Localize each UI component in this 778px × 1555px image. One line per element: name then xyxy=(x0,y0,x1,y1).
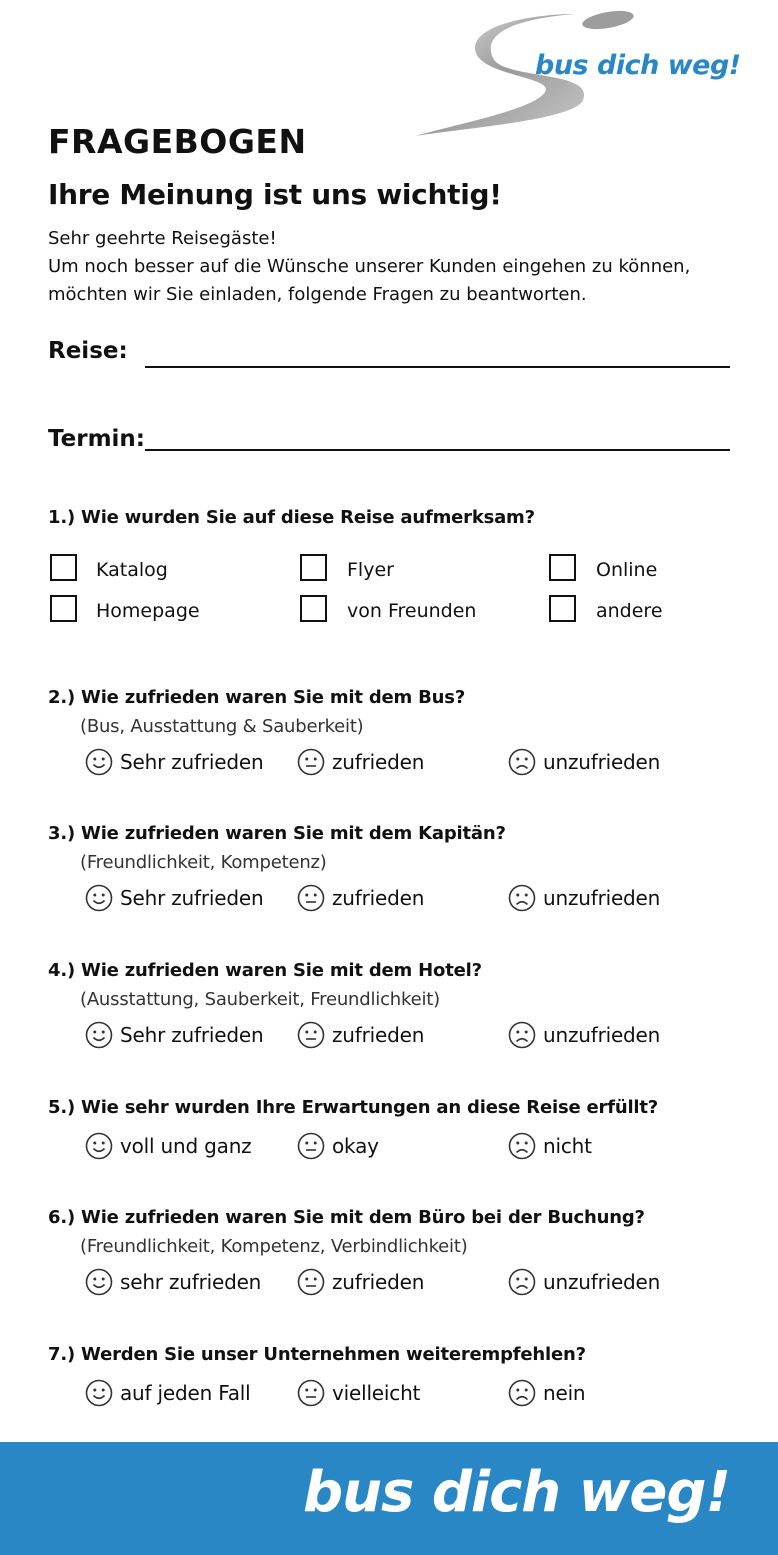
smiley-sad-icon xyxy=(507,883,537,913)
q7-option-negative[interactable] xyxy=(507,1378,585,1408)
option-label: nein xyxy=(543,1381,586,1405)
question-6-hint: (Freundlichkeit, Kompetenz, Verbindlichkeit) xyxy=(80,1236,468,1257)
smiley-neutral-icon xyxy=(296,883,326,913)
q7-option-neutral[interactable] xyxy=(296,1378,420,1408)
checkbox-label: Online xyxy=(596,559,658,581)
option-label: unzufrieden xyxy=(543,886,661,910)
option-label: vielleicht xyxy=(332,1381,421,1405)
smiley-sad-icon xyxy=(507,1020,537,1050)
checkbox-label: andere xyxy=(596,600,663,622)
checkbox-von-freunden[interactable] xyxy=(300,595,327,622)
option-label: sehr zufrieden xyxy=(120,1270,262,1294)
option-label: zufrieden xyxy=(332,1270,425,1294)
option-label: unzufrieden xyxy=(543,1270,661,1294)
q2-option-neutral[interactable] xyxy=(296,747,424,777)
smiley-happy-icon xyxy=(84,747,114,777)
option-label: zufrieden xyxy=(332,1023,425,1047)
logo-text: bus dich weg! xyxy=(535,50,741,81)
smiley-happy-icon xyxy=(84,1267,114,1297)
checkbox-label: Katalog xyxy=(96,559,168,581)
question-3-title: 3.) Wie zufrieden waren Sie mit dem Kapitän? xyxy=(48,823,506,844)
reise-field[interactable] xyxy=(145,366,730,368)
option-label: Sehr zufrieden xyxy=(120,886,264,910)
checkbox-flyer[interactable] xyxy=(300,554,327,581)
question-2-title: 2.) Wie zufrieden waren Sie mit dem Bus? xyxy=(48,687,466,708)
option-label: okay xyxy=(332,1134,379,1158)
q5-option-negative[interactable] xyxy=(507,1131,592,1161)
q5-option-positive[interactable] xyxy=(84,1131,251,1161)
smiley-neutral-icon xyxy=(296,1131,326,1161)
footer-brand-text: bus dich weg! xyxy=(303,1460,730,1525)
intro-line: Um noch besser auf die Wünsche unserer Kunden eingehen zu können, xyxy=(48,256,691,277)
question-5-title: 5.) Wie sehr wurden Ihre Erwartungen an diese Reise erfüllt? xyxy=(48,1097,659,1118)
q3-option-negative[interactable] xyxy=(507,883,660,913)
smiley-sad-icon xyxy=(507,1267,537,1297)
smiley-sad-icon xyxy=(507,1131,537,1161)
option-label: nicht xyxy=(543,1134,592,1158)
smiley-happy-icon xyxy=(84,883,114,913)
option-label: voll und ganz xyxy=(120,1134,252,1158)
checkbox-katalog[interactable] xyxy=(50,554,77,581)
smiley-neutral-icon xyxy=(296,1378,326,1408)
question-6-title: 6.) Wie zufrieden waren Sie mit dem Büro bei der Buchung? xyxy=(48,1207,645,1228)
checkbox-label: von Freunden xyxy=(347,600,477,622)
option-label: Sehr zufrieden xyxy=(120,750,264,774)
option-label: zufrieden xyxy=(332,886,425,910)
page-subtitle: Ihre Meinung ist uns wichtig! xyxy=(48,178,502,211)
intro-line: Sehr geehrte Reisegäste! xyxy=(48,228,277,249)
q7-option-positive[interactable] xyxy=(84,1378,250,1408)
question-2-hint: (Bus, Ausstattung & Sauberkeit) xyxy=(80,716,364,737)
option-label: Sehr zufrieden xyxy=(120,1023,264,1047)
checkbox-label: Flyer xyxy=(347,559,394,581)
question-3-hint: (Freundlichkeit, Kompetenz) xyxy=(80,852,327,873)
smiley-happy-icon xyxy=(84,1378,114,1408)
option-label: auf jeden Fall xyxy=(120,1381,251,1405)
smiley-neutral-icon xyxy=(296,747,326,777)
q4-option-negative[interactable] xyxy=(507,1020,660,1050)
smiley-neutral-icon xyxy=(296,1267,326,1297)
question-7-title: 7.) Werden Sie unser Unternehmen weiterempfehlen? xyxy=(48,1344,586,1365)
termin-label: Termin: xyxy=(48,426,145,452)
smiley-sad-icon xyxy=(507,747,537,777)
q6-option-negative[interactable] xyxy=(507,1267,660,1297)
termin-field[interactable] xyxy=(145,449,730,451)
checkbox-homepage[interactable] xyxy=(50,595,77,622)
page-title: FRAGEBOGEN xyxy=(48,122,307,161)
question-4-title: 4.) Wie zufrieden waren Sie mit dem Hotel? xyxy=(48,960,482,981)
question-4-hint: (Ausstattung, Sauberkeit, Freundlichkeit) xyxy=(80,989,440,1010)
smiley-sad-icon xyxy=(507,1378,537,1408)
question-1-title: 1.) Wie wurden Sie auf diese Reise aufmerksam? xyxy=(48,507,535,528)
checkbox-label: Homepage xyxy=(96,600,200,622)
checkbox-andere[interactable] xyxy=(549,595,576,622)
smiley-happy-icon xyxy=(84,1131,114,1161)
q5-option-neutral[interactable] xyxy=(296,1131,379,1161)
smiley-neutral-icon xyxy=(296,1020,326,1050)
q4-option-neutral[interactable] xyxy=(296,1020,424,1050)
q6-option-positive[interactable] xyxy=(84,1267,261,1297)
q3-option-positive[interactable] xyxy=(84,883,263,913)
intro-line: möchten wir Sie einladen, folgende Fragen zu beantworten. xyxy=(48,284,587,305)
option-label: zufrieden xyxy=(332,750,425,774)
checkbox-online[interactable] xyxy=(549,554,576,581)
option-label: unzufrieden xyxy=(543,750,661,774)
q3-option-neutral[interactable] xyxy=(296,883,424,913)
reise-label: Reise: xyxy=(48,338,128,364)
q4-option-positive[interactable] xyxy=(84,1020,263,1050)
smiley-happy-icon xyxy=(84,1020,114,1050)
q2-option-positive[interactable] xyxy=(84,747,263,777)
q2-option-negative[interactable] xyxy=(507,747,660,777)
option-label: unzufrieden xyxy=(543,1023,661,1047)
q6-option-neutral[interactable] xyxy=(296,1267,424,1297)
